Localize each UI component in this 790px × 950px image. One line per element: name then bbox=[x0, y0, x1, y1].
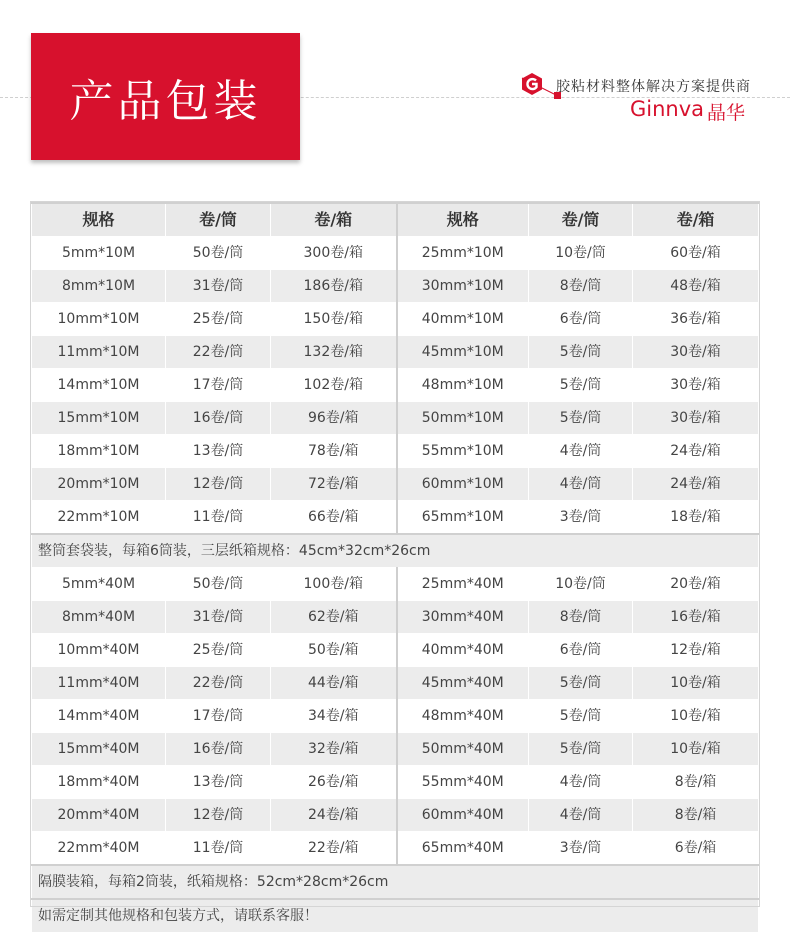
cell-rolls-per-box: 24卷/箱 bbox=[633, 435, 759, 468]
table-row bbox=[32, 832, 759, 866]
packaging-note: 如需定制其他规格和包装方式，请联系客服！ bbox=[32, 899, 759, 933]
cell-spec: 50mm*10M bbox=[397, 402, 529, 435]
cell-rolls-per-tube: 11卷/筒 bbox=[166, 832, 271, 866]
cell-spec: 60mm*40M bbox=[397, 799, 529, 832]
cell-rolls-per-box: 8卷/箱 bbox=[633, 799, 759, 832]
cell-rolls-per-tube: 31卷/筒 bbox=[166, 270, 271, 303]
cell-spec: 30mm*10M bbox=[397, 270, 529, 303]
cell-rolls-per-tube: 5卷/筒 bbox=[529, 402, 633, 435]
table-row bbox=[32, 501, 759, 535]
cell-rolls-per-box: 186卷/箱 bbox=[271, 270, 397, 303]
cell-rolls-per-box: 26卷/箱 bbox=[271, 766, 397, 799]
cell-rolls-per-box: 12卷/箱 bbox=[633, 634, 759, 667]
cell-rolls-per-tube: 17卷/筒 bbox=[166, 700, 271, 733]
cell-spec: 18mm*10M bbox=[32, 435, 166, 468]
cell-rolls-per-tube: 5卷/筒 bbox=[529, 336, 633, 369]
table-row bbox=[32, 634, 759, 667]
cell-rolls-per-tube: 8卷/筒 bbox=[529, 270, 633, 303]
cell-rolls-per-box: 72卷/箱 bbox=[271, 468, 397, 501]
cell-rolls-per-tube: 50卷/筒 bbox=[166, 568, 271, 601]
cell-rolls-per-tube: 8卷/筒 bbox=[529, 601, 633, 634]
cell-rolls-per-tube: 22卷/筒 bbox=[166, 336, 271, 369]
cell-spec: 50mm*40M bbox=[397, 733, 529, 766]
cell-rolls-per-box: 48卷/箱 bbox=[633, 270, 759, 303]
table-note-row bbox=[32, 534, 759, 568]
col-header-rolls-per-tube: 卷/筒 bbox=[529, 203, 633, 237]
cell-rolls-per-box: 10卷/箱 bbox=[633, 700, 759, 733]
cell-rolls-per-tube: 16卷/筒 bbox=[166, 733, 271, 766]
table-row bbox=[32, 799, 759, 832]
cell-rolls-per-tube: 31卷/筒 bbox=[166, 601, 271, 634]
cell-rolls-per-box: 22卷/箱 bbox=[271, 832, 397, 866]
table-row bbox=[32, 237, 759, 270]
cell-rolls-per-tube: 4卷/筒 bbox=[529, 435, 633, 468]
cell-rolls-per-tube: 3卷/筒 bbox=[529, 832, 633, 866]
cell-rolls-per-tube: 10卷/筒 bbox=[529, 568, 633, 601]
cell-rolls-per-box: 44卷/箱 bbox=[271, 667, 397, 700]
table-row bbox=[32, 270, 759, 303]
cell-rolls-per-tube: 5卷/筒 bbox=[529, 733, 633, 766]
cell-rolls-per-box: 34卷/箱 bbox=[271, 700, 397, 733]
cell-spec: 55mm*10M bbox=[397, 435, 529, 468]
cell-spec: 15mm*10M bbox=[32, 402, 166, 435]
col-header-rolls-per-box: 卷/箱 bbox=[633, 203, 759, 237]
cell-rolls-per-box: 18卷/箱 bbox=[633, 501, 759, 535]
cell-rolls-per-tube: 13卷/筒 bbox=[166, 435, 271, 468]
brand-name-en: Ginnva bbox=[630, 97, 705, 121]
cell-spec: 22mm*40M bbox=[32, 832, 166, 866]
cell-spec: 14mm*40M bbox=[32, 700, 166, 733]
cell-rolls-per-box: 24卷/箱 bbox=[271, 799, 397, 832]
cell-rolls-per-box: 50卷/箱 bbox=[271, 634, 397, 667]
table-row bbox=[32, 700, 759, 733]
cell-rolls-per-box: 66卷/箱 bbox=[271, 501, 397, 535]
ginnva-logo-icon bbox=[520, 72, 544, 96]
cell-spec: 25mm*10M bbox=[397, 237, 529, 270]
cell-rolls-per-box: 62卷/箱 bbox=[271, 601, 397, 634]
cell-rolls-per-tube: 5卷/筒 bbox=[529, 700, 633, 733]
table-row bbox=[32, 667, 759, 700]
col-header-spec: 规格 bbox=[397, 203, 529, 237]
table-note-row bbox=[32, 865, 759, 899]
cell-rolls-per-box: 8卷/箱 bbox=[633, 766, 759, 799]
cell-spec: 48mm*40M bbox=[397, 700, 529, 733]
cell-spec: 14mm*10M bbox=[32, 369, 166, 402]
cell-spec: 5mm*40M bbox=[32, 568, 166, 601]
table-row bbox=[32, 336, 759, 369]
cell-rolls-per-tube: 50卷/筒 bbox=[166, 237, 271, 270]
table-row bbox=[32, 568, 759, 601]
cell-rolls-per-box: 10卷/箱 bbox=[633, 667, 759, 700]
cell-rolls-per-tube: 25卷/筒 bbox=[166, 303, 271, 336]
cell-spec: 8mm*40M bbox=[32, 601, 166, 634]
cell-rolls-per-tube: 16卷/筒 bbox=[166, 402, 271, 435]
table-row bbox=[32, 435, 759, 468]
cell-spec: 15mm*40M bbox=[32, 733, 166, 766]
cell-rolls-per-tube: 11卷/筒 bbox=[166, 501, 271, 535]
cell-rolls-per-tube: 12卷/筒 bbox=[166, 468, 271, 501]
cell-rolls-per-box: 150卷/箱 bbox=[271, 303, 397, 336]
cell-spec: 40mm*10M bbox=[397, 303, 529, 336]
cell-rolls-per-tube: 4卷/筒 bbox=[529, 766, 633, 799]
table-row bbox=[32, 468, 759, 501]
packaging-note: 整筒套袋装，每箱6筒装，三层纸箱规格：45cm*32cm*26cm bbox=[32, 534, 759, 568]
table-row bbox=[32, 733, 759, 766]
cell-spec: 20mm*40M bbox=[32, 799, 166, 832]
cell-spec: 5mm*10M bbox=[32, 237, 166, 270]
cell-rolls-per-tube: 5卷/筒 bbox=[529, 369, 633, 402]
cell-rolls-per-tube: 13卷/筒 bbox=[166, 766, 271, 799]
cell-spec: 10mm*10M bbox=[32, 303, 166, 336]
cell-rolls-per-box: 30卷/箱 bbox=[633, 336, 759, 369]
cell-rolls-per-tube: 17卷/筒 bbox=[166, 369, 271, 402]
cell-spec: 8mm*10M bbox=[32, 270, 166, 303]
cell-spec: 18mm*40M bbox=[32, 766, 166, 799]
cell-rolls-per-tube: 10卷/筒 bbox=[529, 237, 633, 270]
brand-tagline: 胶粘材料整体解决方案提供商 bbox=[556, 79, 751, 95]
cell-rolls-per-tube: 4卷/筒 bbox=[529, 799, 633, 832]
table-row bbox=[32, 402, 759, 435]
cell-rolls-per-tube: 6卷/筒 bbox=[529, 634, 633, 667]
brand-name-cn: 晶华 bbox=[707, 102, 746, 124]
cell-rolls-per-tube: 25卷/筒 bbox=[166, 634, 271, 667]
cell-rolls-per-box: 30卷/箱 bbox=[633, 402, 759, 435]
cell-rolls-per-box: 102卷/箱 bbox=[271, 369, 397, 402]
section-title-banner bbox=[31, 33, 300, 160]
cell-spec: 45mm*40M bbox=[397, 667, 529, 700]
cell-rolls-per-box: 78卷/箱 bbox=[271, 435, 397, 468]
cell-spec: 45mm*10M bbox=[397, 336, 529, 369]
cell-spec: 60mm*10M bbox=[397, 468, 529, 501]
cell-spec: 10mm*40M bbox=[32, 634, 166, 667]
cell-rolls-per-tube: 5卷/筒 bbox=[529, 667, 633, 700]
cell-rolls-per-box: 24卷/箱 bbox=[633, 468, 759, 501]
page-title: 产品包装 bbox=[69, 75, 262, 127]
cell-rolls-per-box: 32卷/箱 bbox=[271, 733, 397, 766]
cell-rolls-per-tube: 6卷/筒 bbox=[529, 303, 633, 336]
cell-rolls-per-box: 96卷/箱 bbox=[271, 402, 397, 435]
cell-rolls-per-box: 60卷/箱 bbox=[633, 237, 759, 270]
cell-spec: 11mm*10M bbox=[32, 336, 166, 369]
cell-spec: 65mm*40M bbox=[397, 832, 529, 866]
cell-rolls-per-box: 6卷/箱 bbox=[633, 832, 759, 866]
cell-rolls-per-box: 100卷/箱 bbox=[271, 568, 397, 601]
cell-rolls-per-tube: 4卷/筒 bbox=[529, 468, 633, 501]
table-row bbox=[32, 601, 759, 634]
brand-block bbox=[520, 72, 770, 132]
table-row bbox=[32, 303, 759, 336]
table-header-row bbox=[32, 203, 759, 237]
table-note-row bbox=[32, 899, 759, 933]
cell-rolls-per-box: 30卷/箱 bbox=[633, 369, 759, 402]
cell-spec: 22mm*10M bbox=[32, 501, 166, 535]
cell-rolls-per-box: 132卷/箱 bbox=[271, 336, 397, 369]
cell-rolls-per-box: 300卷/箱 bbox=[271, 237, 397, 270]
cell-spec: 25mm*40M bbox=[397, 568, 529, 601]
cell-spec: 65mm*10M bbox=[397, 501, 529, 535]
cell-spec: 55mm*40M bbox=[397, 766, 529, 799]
cell-spec: 48mm*10M bbox=[397, 369, 529, 402]
cell-rolls-per-tube: 22卷/筒 bbox=[166, 667, 271, 700]
col-header-rolls-per-tube: 卷/筒 bbox=[166, 203, 271, 237]
cell-spec: 30mm*40M bbox=[397, 601, 529, 634]
col-header-spec: 规格 bbox=[32, 203, 166, 237]
cell-rolls-per-box: 36卷/箱 bbox=[633, 303, 759, 336]
cell-rolls-per-box: 16卷/箱 bbox=[633, 601, 759, 634]
cell-rolls-per-tube: 12卷/筒 bbox=[166, 799, 271, 832]
cell-rolls-per-box: 20卷/箱 bbox=[633, 568, 759, 601]
cell-spec: 20mm*10M bbox=[32, 468, 166, 501]
cell-rolls-per-box: 10卷/箱 bbox=[633, 733, 759, 766]
packaging-note: 隔膜装箱，每箱2筒装，纸箱规格：52cm*28cm*26cm bbox=[32, 865, 759, 899]
cell-spec: 11mm*40M bbox=[32, 667, 166, 700]
col-header-rolls-per-box: 卷/箱 bbox=[271, 203, 397, 237]
cell-spec: 40mm*40M bbox=[397, 634, 529, 667]
table-row bbox=[32, 766, 759, 799]
packaging-spec-table bbox=[31, 202, 759, 933]
table-row bbox=[32, 369, 759, 402]
cell-rolls-per-tube: 3卷/筒 bbox=[529, 501, 633, 535]
